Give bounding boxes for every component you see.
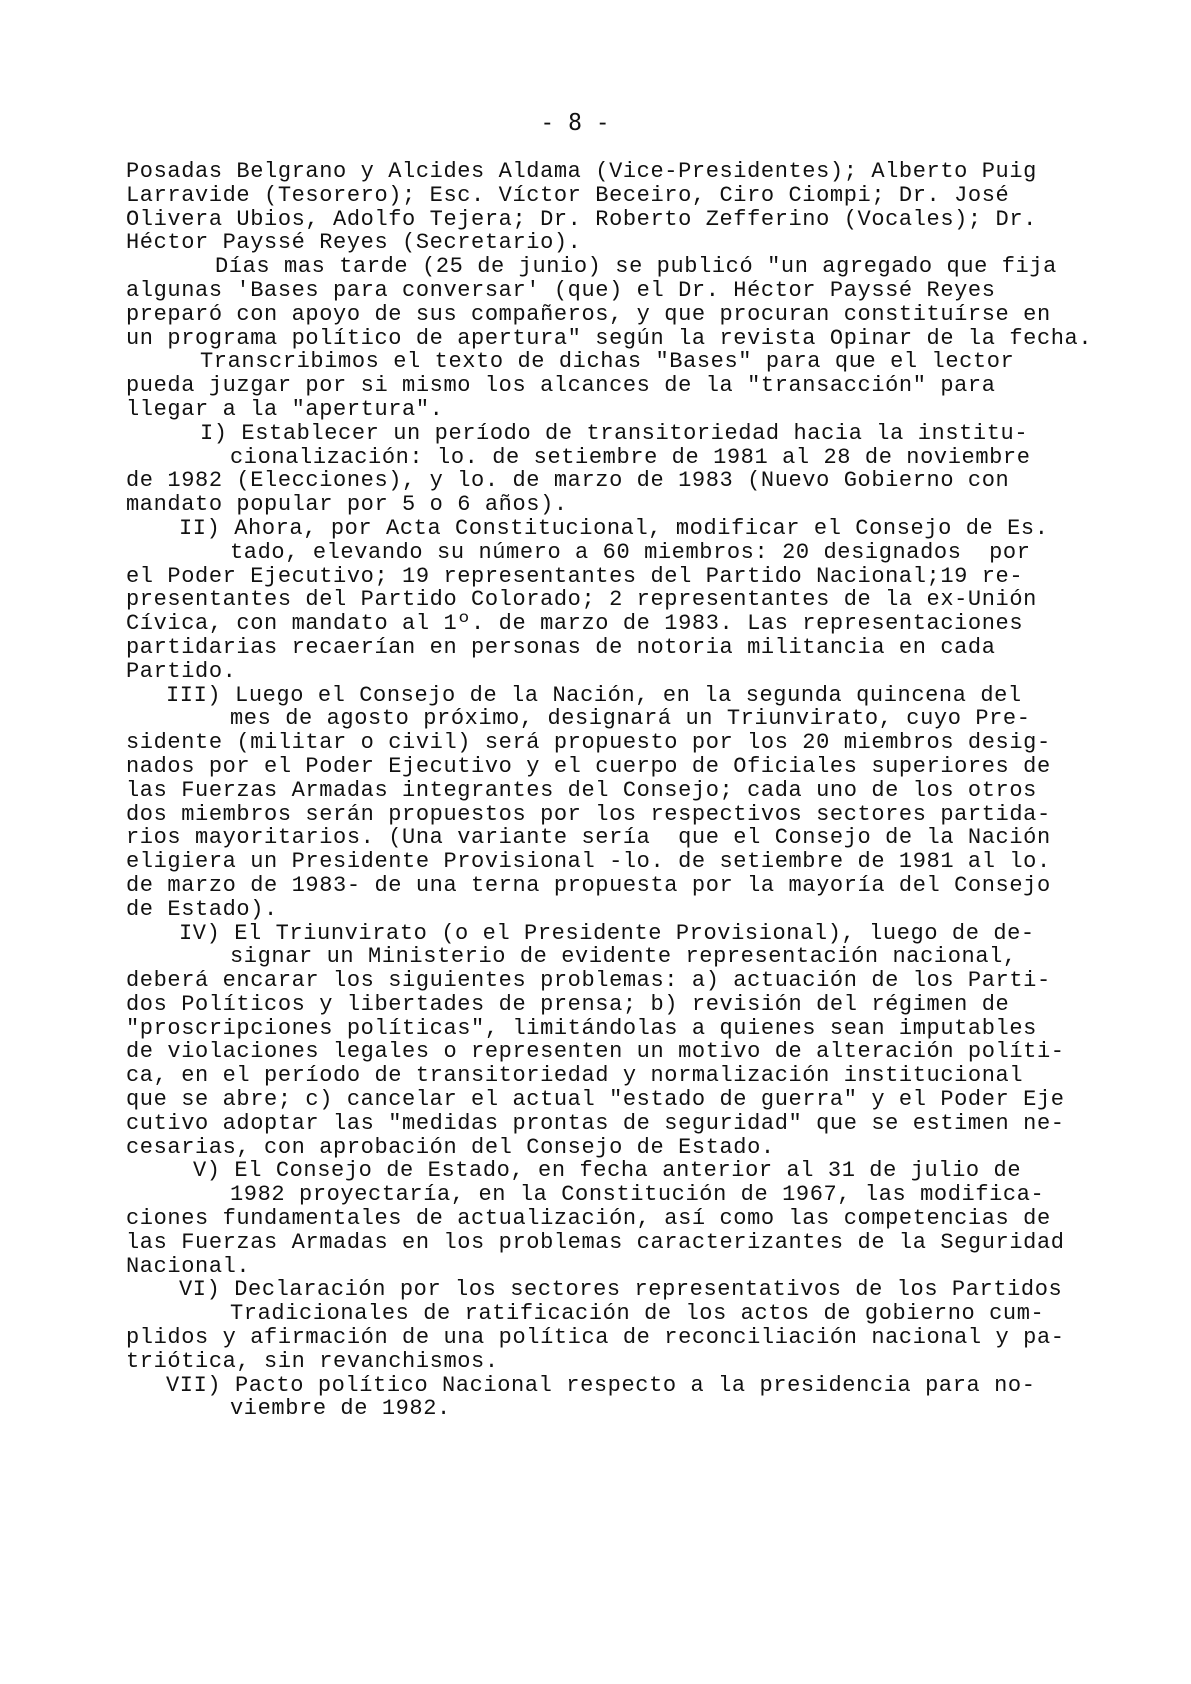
text-line: V) El Consejo de Estado, en fecha anterior al 31 de julio de (193, 1158, 1022, 1184)
text-line: Posadas Belgrano y Alcides Aldama (Vice-Presidentes); Alberto Puig (126, 159, 1037, 184)
text-line: ca, en el período de transitoriedad y normalización institucional (126, 1063, 1024, 1089)
text-line: tado, elevando su número a 60 miembros: 20 designados por (230, 539, 1031, 565)
document-body (126, 160, 1106, 1421)
text-line: "proscripciones políticas", limitándolas a quienes sean imputables (126, 1015, 1037, 1041)
text-line: I) Establecer un período de transitoriedad hacia la institu- (200, 420, 1029, 446)
text-line: Héctor Payssé Reyes (Secretario). (126, 230, 582, 256)
text-line: llegar a la "apertura". (126, 396, 444, 422)
text-line: pueda juzgar por si mismo los alcances de la "transacción" para (126, 373, 996, 399)
text-line: presentantes del Partido Colorado; 2 representantes de la ex-Unión (126, 587, 1037, 613)
text-line: Cívica, con mandato al 1º. de marzo de 1983. Las representaciones (126, 611, 1024, 637)
text-line: las Fuerzas Armadas en los problemas caracterizantes de la Seguridad (126, 1229, 1065, 1255)
text-line: algunas 'Bases para conversar' (que) el Dr. Héctor Payssé Reyes (126, 277, 996, 303)
text-line: de marzo de 1983- de una terna propuesta por la mayoría del Consejo (126, 872, 1051, 898)
text-line: el Poder Ejecutivo; 19 representantes del Partido Nacional;19 re- (126, 563, 1024, 589)
text-line: Olivera Ubios, Adolfo Tejera; Dr. Roberto Zefferino (Vocales); Dr. (126, 206, 1037, 232)
text-line: Transcribimos el texto de dichas "Bases" para que el lector (200, 349, 1015, 375)
text-line: Tradicionales de ratificación de los actos de gobierno cum- (230, 1301, 1045, 1327)
text-line: que se abre; c) cancelar el actual "estado de guerra" y el Poder Eje (126, 1087, 1065, 1113)
text-line: un programa político de apertura" según la revista Opinar de la fecha. (126, 325, 1093, 351)
text-line: cionalización: lo. de setiembre de 1981 al 28 de noviembre (230, 444, 1031, 470)
text-line: deberá encarar los siguientes problemas: a) actuación de los Parti- (126, 968, 1051, 994)
text-line: signar un Ministerio de evidente representación nacional, (230, 944, 1017, 970)
page-number: - 8 - (540, 110, 610, 136)
text-line: viembre de 1982. (230, 1396, 451, 1422)
text-line: cesarias, con aprobación del Consejo de Estado. (126, 1134, 775, 1160)
text-line: plidos y afirmación de una política de reconciliación nacional y pa- (126, 1325, 1065, 1351)
text-line: 1982 proyectaría, en la Constitución de 1967, las modifica- (230, 1182, 1045, 1208)
text-line: de Estado). (126, 896, 278, 922)
text-line: Días mas tarde (25 de junio) se publicó "un agregado que fija (215, 254, 1057, 280)
text-line: preparó con apoyo de sus compañeros, y que procuran constituírse en (126, 301, 1051, 327)
text-line: de 1982 (Elecciones), y lo. de marzo de 1983 (Nuevo Gobierno con (126, 468, 1010, 494)
text-line: cutivo adoptar las "medidas prontas de seguridad" que se estimen ne- (126, 1110, 1065, 1136)
text-line: ciones fundamentales de actualización, así como las competencias de (126, 1206, 1051, 1232)
text-line: las Fuerzas Armadas integrantes del Consejo; cada uno de los otros (126, 777, 1037, 803)
text-line: triótica, sin revanchismos. (126, 1348, 499, 1374)
text-line: rios mayoritarios. (Una variante sería que el Consejo de la Nación (126, 825, 1051, 851)
text-line: IV) El Triunvirato (o el Presidente Provisional), luego de de- (179, 920, 1035, 946)
text-line: mandato popular por 5 o 6 años). (126, 492, 568, 518)
text-line: partidarias recaerían en personas de notoria militancia en cada (126, 634, 996, 660)
text-line: mes de agosto próximo, designará un Triunvirato, cuyo Pre- (230, 706, 1031, 732)
text-line: Partido. (126, 658, 237, 684)
text-line: nados por el Poder Ejecutivo y el cuerpo de Oficiales superiores de (126, 753, 1051, 779)
text-line: VII) Pacto político Nacional respecto a la presidencia para no- (166, 1372, 1036, 1398)
text-line: Nacional. (126, 1253, 251, 1279)
text-line: VI) Declaración por los sectores representativos de los Partidos (179, 1277, 1063, 1303)
text-line: dos miembros serán propuestos por los respectivos sectores partida- (126, 801, 1051, 827)
text-line: sidente (militar o civil) será propuesto por los 20 miembros desig- (126, 730, 1051, 756)
text-line: dos Políticos y libertades de prensa; b) revisión del régimen de (126, 991, 1010, 1017)
text-line: III) Luego el Consejo de la Nación, en la segunda quincena del (166, 682, 1022, 708)
text-line: II) Ahora, por Acta Constitucional, modificar el Consejo de Es. (179, 515, 1049, 541)
text-line: Larravide (Tesorero); Esc. Víctor Beceiro, Ciro Ciompi; Dr. José (126, 182, 1010, 208)
text-line: eligiera un Presidente Provisional -lo. de setiembre de 1981 al lo. (126, 849, 1051, 875)
text-line: de violaciones legales o representen un motivo de alteración políti- (126, 1039, 1065, 1065)
